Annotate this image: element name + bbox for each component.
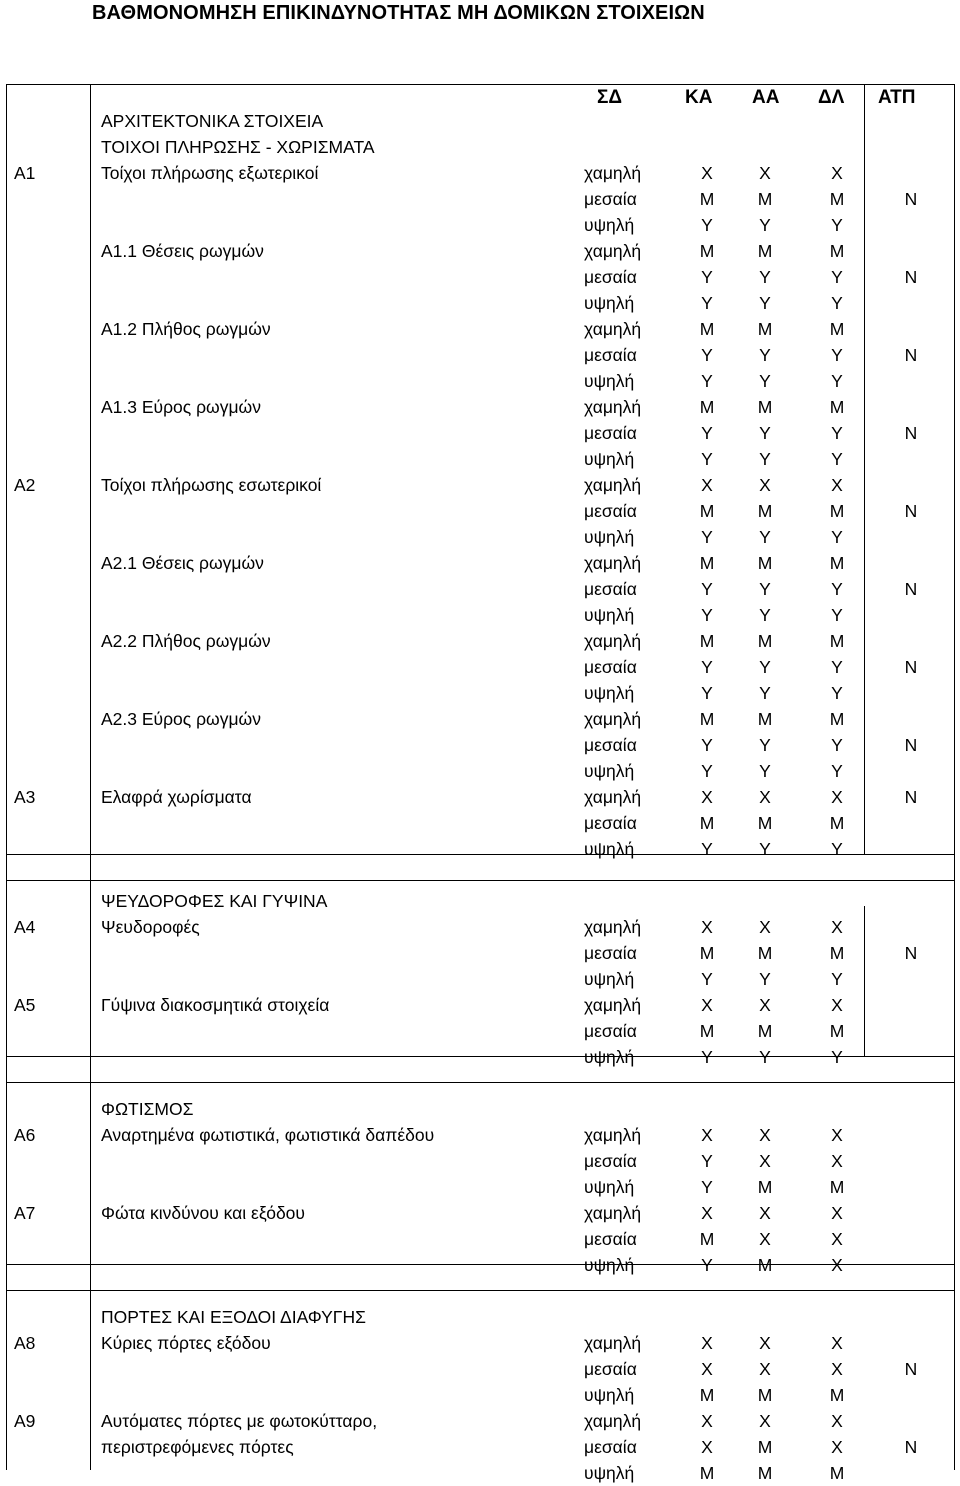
table-row [0,290,960,316]
table-row [0,1460,960,1486]
table-row [0,498,960,524]
table-row [0,914,960,940]
table-row [0,316,960,342]
row-label: Ελαφρά χωρίσματα [101,787,252,807]
cell-aa: Υ [759,423,771,443]
table-row [0,550,960,576]
cell-ka: Μ [699,553,715,573]
table-row [0,472,960,498]
cell-dl: Υ [831,345,843,365]
table-row [0,1070,960,1096]
cell-aa: Μ [757,631,773,651]
cell-dl: Χ [831,475,843,495]
cell-dl: Υ [831,761,843,781]
cell-aa: Υ [759,839,771,859]
table-row [0,1122,960,1148]
row-level: χαμηλή [584,1203,642,1223]
cell-aa: Μ [757,319,773,339]
table-row [0,1304,960,1330]
cell-aa: Χ [759,163,771,183]
cell-ka: Υ [701,605,713,625]
cell-aa: Χ [759,995,771,1015]
table-row [0,420,960,446]
cell-atp: Ν [904,735,918,755]
cell-ka: Χ [701,1359,713,1379]
cell-ka: Υ [701,579,713,599]
cell-aa: Χ [759,1411,771,1431]
table-row [0,368,960,394]
cell-ka: Χ [701,787,713,807]
row-level: υψηλή [584,1255,635,1275]
cell-dl: Χ [831,787,843,807]
row-code: Α4 [14,917,36,937]
cell-atp: Ν [904,657,918,677]
cell-dl: Υ [831,527,843,547]
row-level: μεσαία [584,1437,637,1457]
cell-dl: Μ [829,501,845,521]
row-level: μεσαία [584,345,637,365]
cell-aa: Υ [759,527,771,547]
cell-dl: Μ [829,1463,845,1483]
cell-dl: Μ [829,397,845,417]
cell-ka: Υ [701,1177,713,1197]
cell-dl: Μ [829,943,845,963]
row-level: χαμηλή [584,475,642,495]
cell-aa: Μ [757,1463,773,1483]
row-level: χαμηλή [584,631,642,651]
cell-atp: Ν [904,423,918,443]
cell-aa: Υ [759,605,771,625]
cell-dl: Υ [831,969,843,989]
table-row [0,732,960,758]
row-level: μεσαία [584,579,637,599]
row-code: Α3 [14,787,36,807]
row-code: Α1 [14,163,36,183]
cell-dl: Μ [829,813,845,833]
cell-atp: Ν [904,1437,918,1457]
cell-aa: Χ [759,1125,771,1145]
row-level: υψηλή [584,449,635,469]
table-row [0,1096,960,1122]
table-row [0,966,960,992]
row-level: χαμηλή [584,319,642,339]
row-level: μεσαία [584,657,637,677]
table-row [0,758,960,784]
cell-dl: Υ [831,839,843,859]
column-header-ka: ΚΑ [685,87,713,108]
cell-dl: Υ [831,371,843,391]
cell-ka: Υ [701,657,713,677]
cell-ka: Υ [701,423,713,443]
cell-ka: Χ [701,1437,713,1457]
table-row [0,212,960,238]
row-level: χαμηλή [584,1411,642,1431]
table-row [0,992,960,1018]
table-row [0,784,960,810]
page-title: ΒΑΘΜΟΝΟΜΗΣΗ ΕΠΙΚΙΝΔΥΝΟΤΗΤΑΣ ΜΗ ΔΟΜΙΚΩΝ ΣΤΟΙΧΕΙΩΝ [92,2,705,24]
cell-dl: Μ [829,709,845,729]
row-label: Α2.2 Πλήθος ρωγμών [101,631,271,651]
cell-dl: Υ [831,449,843,469]
row-level: μεσαία [584,189,637,209]
row-label: ΑΡΧΙΤΕΚΤΟΝΙΚΑ ΣΤΟΙΧΕΙΑ [101,111,324,131]
cell-atp: Ν [904,189,918,209]
row-level: υψηλή [584,839,635,859]
cell-ka: Υ [701,969,713,989]
row-level: χαμηλή [584,163,642,183]
cell-dl: Μ [829,189,845,209]
cell-atp: Ν [904,501,918,521]
row-label: Α2.3 Εύρος ρωγμών [101,709,261,729]
cell-ka: Μ [699,1463,715,1483]
column-header-sd: ΣΔ [597,87,623,108]
cell-ka: Μ [699,397,715,417]
cell-aa: Υ [759,969,771,989]
row-label: περιστρεφόμενες πόρτες [101,1437,294,1457]
cell-aa: Υ [759,579,771,599]
table-row [0,134,960,160]
cell-dl: Χ [831,1437,843,1457]
table-row [0,1226,960,1252]
row-label: Τοίχοι πλήρωσης εσωτερικοί [101,475,322,495]
cell-aa: Χ [759,787,771,807]
cell-ka: Μ [699,709,715,729]
table-row [0,1278,960,1304]
cell-ka: Μ [699,1385,715,1405]
row-level: χαμηλή [584,553,642,573]
cell-dl: Χ [831,1255,843,1275]
cell-dl: Υ [831,605,843,625]
row-label: Αυτόματες πόρτες με φωτοκύτταρο, [101,1411,378,1431]
row-level: μεσαία [584,735,637,755]
row-label: Τοίχοι πλήρωσης εξωτερικοί [101,163,319,183]
cell-dl: Μ [829,1177,845,1197]
cell-ka: Υ [701,293,713,313]
cell-dl: Μ [829,1385,845,1405]
cell-ka: Υ [701,761,713,781]
row-level: χαμηλή [584,241,642,261]
cell-ka: Χ [701,475,713,495]
cell-ka: Υ [701,839,713,859]
cell-aa: Χ [759,1151,771,1171]
table-row [0,1252,960,1278]
row-level: χαμηλή [584,995,642,1015]
cell-dl: Υ [831,423,843,443]
row-label: ΤΟΙΧΟΙ ΠΛΗΡΩΣΗΣ - ΧΩΡΙΣΜΑΤΑ [101,137,375,157]
table-row [0,1200,960,1226]
cell-dl: Υ [831,293,843,313]
row-level: υψηλή [584,1047,635,1067]
cell-aa: Μ [757,1385,773,1405]
table-row [0,836,960,862]
cell-dl: Χ [831,163,843,183]
row-code: Α7 [14,1203,36,1223]
row-level: χαμηλή [584,1333,642,1353]
row-level: υψηλή [584,215,635,235]
row-level: υψηλή [584,527,635,547]
cell-aa: Χ [759,917,771,937]
cell-aa: Υ [759,761,771,781]
cell-aa: Μ [757,501,773,521]
cell-ka: Μ [699,1021,715,1041]
row-level: υψηλή [584,683,635,703]
cell-aa: Υ [759,371,771,391]
row-level: χαμηλή [584,397,642,417]
cell-atp: Ν [904,345,918,365]
cell-aa: Υ [759,293,771,313]
row-label: ΨΕΥΔΟΡΟΦΕΣ ΚΑΙ ΓΥΨΙΝΑ [101,891,328,911]
cell-ka: Υ [701,1151,713,1171]
cell-dl: Χ [831,1203,843,1223]
row-level: χαμηλή [584,709,642,729]
table-row [0,628,960,654]
row-label: Α1.1 Θέσεις ρωγμών [101,241,264,261]
column-header-dl: ΔΛ [818,87,845,108]
cell-aa: Υ [759,735,771,755]
cell-aa: Μ [757,189,773,209]
row-level: χαμηλή [584,787,642,807]
row-level: χαμηλή [584,1125,642,1145]
table-row [0,264,960,290]
cell-ka: Μ [699,943,715,963]
cell-dl: Υ [831,579,843,599]
cell-dl: Υ [831,657,843,677]
cell-ka: Υ [701,527,713,547]
cell-ka: Μ [699,631,715,651]
cell-ka: Μ [699,1229,715,1249]
cell-aa: Μ [757,709,773,729]
row-level: μεσαία [584,501,637,521]
column-header-aa: ΑΑ [752,87,780,108]
cell-dl: Μ [829,1021,845,1041]
table-row [0,160,960,186]
row-code: Α2 [14,475,36,495]
row-level: μεσαία [584,1359,637,1379]
cell-aa: Χ [759,1359,771,1379]
row-label: ΦΩΤΙΣΜΟΣ [101,1099,194,1119]
cell-ka: Χ [701,163,713,183]
cell-aa: Χ [759,475,771,495]
row-level: υψηλή [584,1463,635,1483]
table-row [0,940,960,966]
cell-atp: Ν [904,579,918,599]
cell-dl: Χ [831,1229,843,1249]
cell-ka: Χ [701,1333,713,1353]
row-level: μεσαία [584,267,637,287]
table-row [0,524,960,550]
table-row [0,1174,960,1200]
table-row [0,576,960,602]
cell-ka: Υ [701,735,713,755]
cell-aa: Υ [759,215,771,235]
cell-ka: Μ [699,813,715,833]
table-row [0,1330,960,1356]
row-code: Α5 [14,995,36,1015]
row-level: χαμηλή [584,917,642,937]
table-row [0,446,960,472]
cell-aa: Υ [759,657,771,677]
table-row [0,1148,960,1174]
table-row [0,342,960,368]
cell-dl: Μ [829,319,845,339]
row-label: Κύριες πόρτες εξόδου [101,1333,271,1353]
row-code: Α9 [14,1411,36,1431]
row-label: Αναρτημένα φωτιστικά, φωτιστικά δαπέδου [101,1125,435,1145]
cell-aa: Χ [759,1203,771,1223]
cell-aa: Μ [757,1255,773,1275]
cell-dl: Μ [829,553,845,573]
cell-dl: Μ [829,241,845,261]
cell-ka: Μ [699,501,715,521]
cell-aa: Μ [757,1177,773,1197]
row-code: Α8 [14,1333,36,1353]
row-level: υψηλή [584,969,635,989]
cell-aa: Υ [759,1047,771,1067]
cell-ka: Χ [701,1411,713,1431]
cell-ka: Υ [701,215,713,235]
cell-ka: Υ [701,345,713,365]
cell-dl: Μ [829,631,845,651]
cell-ka: Υ [701,267,713,287]
cell-dl: Υ [831,1047,843,1067]
table-row [0,862,960,888]
row-level: υψηλή [584,761,635,781]
cell-aa: Υ [759,449,771,469]
cell-ka: Χ [701,1203,713,1223]
table-row [0,1408,960,1434]
row-level: μεσαία [584,1021,637,1041]
cell-aa: Υ [759,683,771,703]
row-level: μεσαία [584,943,637,963]
row-label: Α1.3 Εύρος ρωγμών [101,397,261,417]
cell-dl: Χ [831,1151,843,1171]
cell-dl: Χ [831,917,843,937]
row-label: Α1.2 Πλήθος ρωγμών [101,319,271,339]
cell-dl: Χ [831,995,843,1015]
table-row [0,1434,960,1460]
row-level: υψηλή [584,1177,635,1197]
cell-aa: Μ [757,553,773,573]
cell-atp: Ν [904,943,918,963]
table-row [0,238,960,264]
cell-ka: Χ [701,995,713,1015]
cell-ka: Χ [701,917,713,937]
cell-ka: Μ [699,189,715,209]
cell-aa: Χ [759,1333,771,1353]
cell-aa: Υ [759,267,771,287]
table-row [0,602,960,628]
cell-dl: Χ [831,1333,843,1353]
table-row [0,1018,960,1044]
table-row [0,1044,960,1070]
cell-aa: Μ [757,813,773,833]
cell-dl: Υ [831,735,843,755]
table-row [0,1356,960,1382]
table-row [0,1382,960,1408]
table-row [0,706,960,732]
row-level: υψηλή [584,293,635,313]
cell-atp: Ν [904,787,918,807]
table-row [0,394,960,420]
row-level: μεσαία [584,1151,637,1171]
row-level: υψηλή [584,371,635,391]
cell-atp: Ν [904,1359,918,1379]
table-row [0,680,960,706]
cell-ka: Υ [701,1047,713,1067]
cell-aa: Χ [759,1229,771,1249]
table-row [0,108,960,134]
row-level: μεσαία [584,1229,637,1249]
row-label: Ψευδοροφές [101,917,200,937]
table-row [0,654,960,680]
table-row [0,888,960,914]
table-row [0,186,960,212]
cell-dl: Υ [831,683,843,703]
cell-ka: Υ [701,683,713,703]
cell-aa: Μ [757,397,773,417]
row-level: υψηλή [584,1385,635,1405]
cell-dl: Χ [831,1411,843,1431]
row-label: Α2.1 Θέσεις ρωγμών [101,553,264,573]
cell-atp: Ν [904,267,918,287]
row-code: Α6 [14,1125,36,1145]
table-row [0,810,960,836]
cell-dl: Υ [831,267,843,287]
cell-ka: Υ [701,1255,713,1275]
row-label: Φώτα κινδύνου και εξόδου [101,1203,305,1223]
column-header-atp: ΑΤΠ [878,87,916,108]
cell-aa: Μ [757,943,773,963]
cell-aa: Μ [757,1021,773,1041]
row-level: υψηλή [584,605,635,625]
cell-ka: Υ [701,449,713,469]
cell-ka: Μ [699,319,715,339]
row-level: μεσαία [584,813,637,833]
cell-dl: Χ [831,1125,843,1145]
row-level: μεσαία [584,423,637,443]
cell-ka: Μ [699,241,715,261]
cell-aa: Υ [759,345,771,365]
cell-aa: Μ [757,241,773,261]
row-label: ΠΟΡΤΕΣ ΚΑΙ ΕΞΟΔΟΙ ΔΙΑΦΥΓΗΣ [101,1307,366,1327]
row-label: Γύψινα διακοσμητικά στοιχεία [101,995,330,1015]
cell-ka: Υ [701,371,713,391]
cell-ka: Χ [701,1125,713,1145]
cell-aa: Μ [757,1437,773,1457]
cell-dl: Υ [831,215,843,235]
cell-dl: Χ [831,1359,843,1379]
